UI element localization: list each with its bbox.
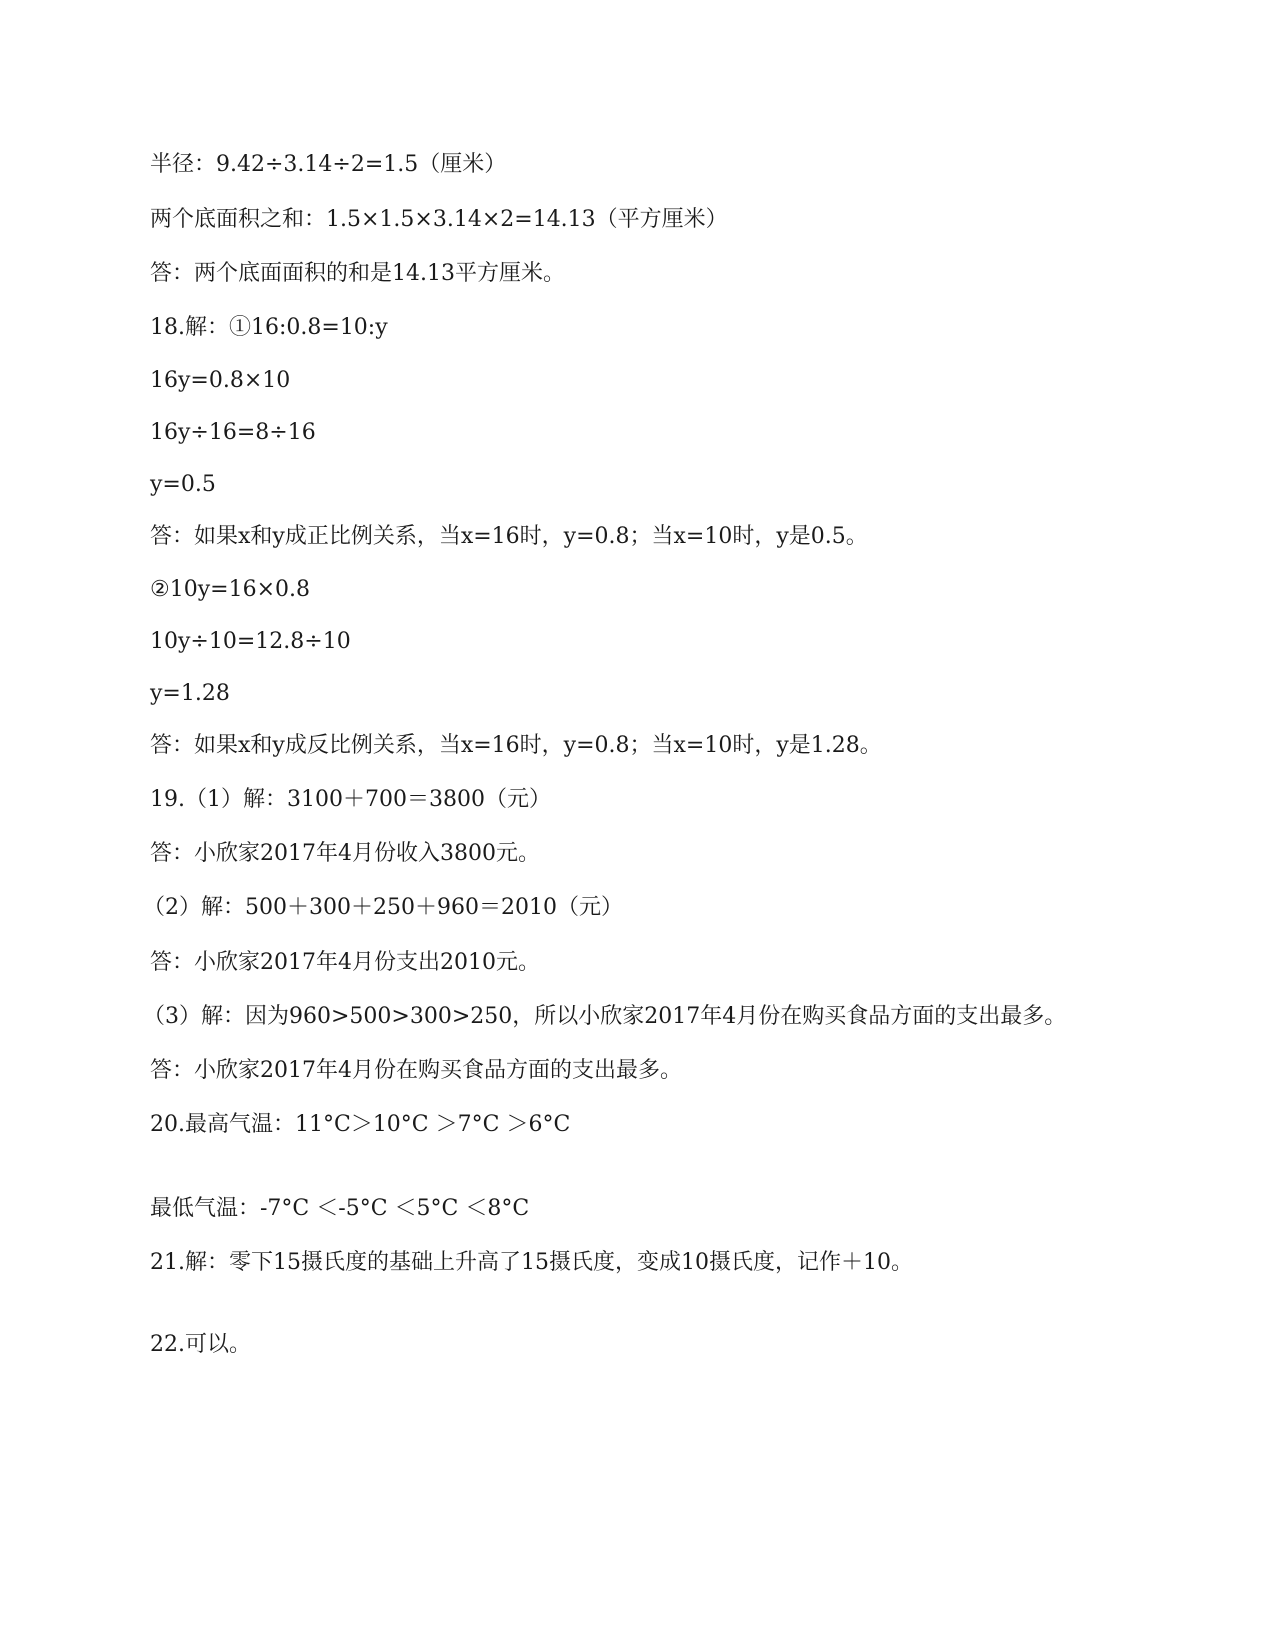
text-line: y=1.28: [150, 681, 230, 706]
text-line: 20.最高气温：11°C＞10°C ＞7°C ＞6°C: [150, 1112, 571, 1137]
text-line: y=0.5: [150, 472, 216, 497]
text-line: 答：小欣家2017年4月份在购买食品方面的支出最多。: [150, 1058, 682, 1083]
text-line: ②10y=16×0.8: [150, 577, 310, 602]
text-line: 两个底面积之和：1.5×1.5×3.14×2=14.13（平方厘米）: [150, 207, 728, 232]
text-line: 答：小欣家2017年4月份支出2010元。: [150, 950, 540, 975]
text-line: 21.解：零下15摄氏度的基础上升高了15摄氏度，变成10摄氏度，记作＋10。: [150, 1250, 913, 1275]
text-line: 答：如果x和y成反比例关系，当x=16时，y=0.8；当x=10时，y是1.28。: [150, 733, 882, 758]
text-line: 18.解：①16:0.8=10:y: [150, 315, 388, 340]
text-line: （3）解：因为960>500>300>250，所以小欣家2017年4月份在购买食品方面的支出最多。: [143, 1004, 1067, 1029]
text-line: 10y÷10=12.8÷10: [150, 629, 351, 654]
text-line: 22.可以。: [150, 1332, 251, 1357]
text-line: 16y÷16=8÷16: [150, 420, 316, 445]
text-line: 19.（1）解：3100＋700＝3800（元）: [150, 787, 551, 812]
text-line: 答：小欣家2017年4月份收入3800元。: [150, 841, 540, 866]
text-line: 最低气温：-7°C ＜-5°C ＜5°C ＜8°C: [150, 1196, 530, 1221]
text-line: （2）解：500＋300＋250＋960＝2010（元）: [143, 895, 623, 920]
text-line: 半径：9.42÷3.14÷2=1.5（厘米）: [150, 152, 507, 177]
text-line: 答：如果x和y成正比例关系，当x=16时，y=0.8；当x=10时，y是0.5。: [150, 524, 868, 549]
text-line: 16y=0.8×10: [150, 368, 291, 393]
text-line: 答：两个底面面积的和是14.13平方厘米。: [150, 261, 565, 286]
